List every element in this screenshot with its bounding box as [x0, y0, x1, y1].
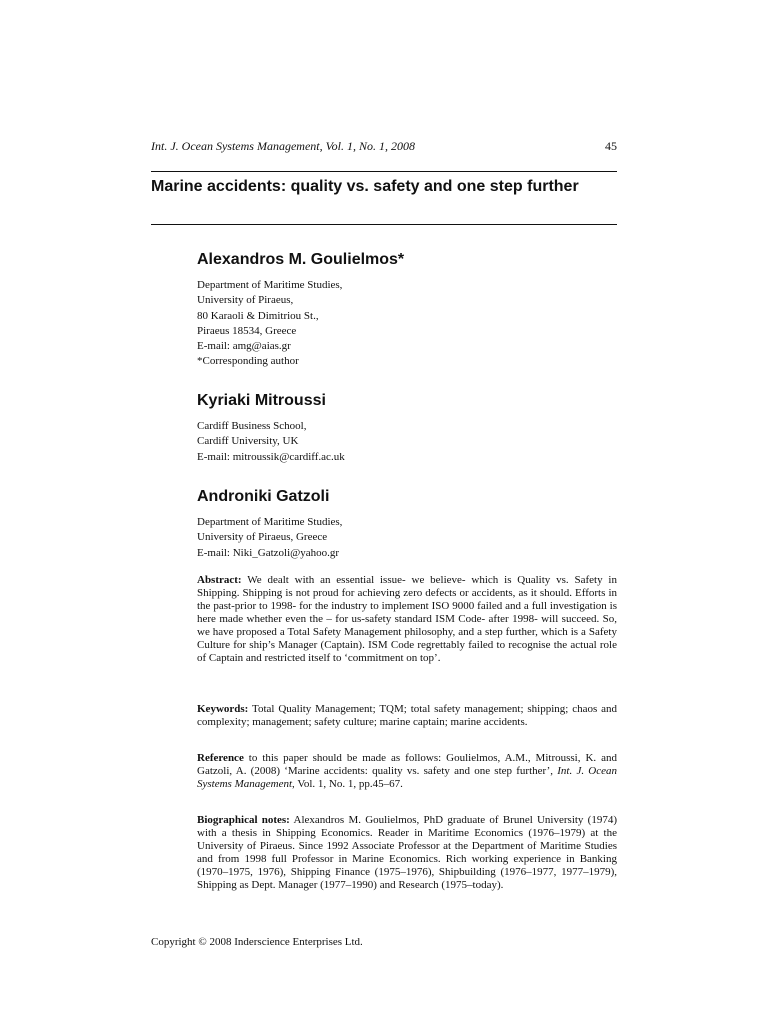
- affiliation-line: University of Piraeus,: [197, 294, 294, 307]
- reference-details: , Vol. 1, No. 1, pp.45–67.: [292, 778, 403, 790]
- affiliation-line: Cardiff Business School,: [197, 420, 307, 432]
- affiliation-line: Department of Maritime Studies,: [197, 516, 343, 528]
- author-name-1: Alexandros M. Goulielmos*: [197, 251, 405, 268]
- keywords-text: Total Quality Management; TQM; total safety management; shipping; chaos and complexity; management; safety culture; marine captain; marine accidents.: [197, 703, 617, 728]
- title-rule-bottom: [151, 224, 617, 225]
- bio-text: Alexandros M. Goulielmos, PhD graduate of Brunel University (1974) with a thesis in Shipping Economics. Reader in Maritime Economics (1976–1979) at the University of Piraeus. Since 1992 Associate Professor at the Department of Maritime Studies and from 1998 full Professor in Marine Economics. Rich working experience in Banking (1970–1975, 1976), Shipping Finance (1975–1976), Shipbuilding (1976–1977, 1977–1979), Shipping as Dept. Manager (1977–1990) and Research (1975–today).: [197, 814, 617, 891]
- author-affiliation-2: [197, 419, 617, 465]
- corresponding-author-note: *Corresponding author: [197, 355, 299, 368]
- author-email: E-mail: amg@aias.gr: [197, 340, 291, 353]
- author-affiliation-3: [197, 515, 617, 561]
- paper-title: Marine accidents: quality vs. safety and one step further: [151, 178, 579, 195]
- running-header: [151, 138, 617, 154]
- author-email: E-mail: Niki_Gatzoli@yahoo.gr: [197, 546, 340, 559]
- reference-text: to this paper should be made as follows: Goulielmos, A.M., Mitroussi, K. and Gatzoli, A. (2008) ‘Marine accidents: quality vs. safety and one step further’,: [197, 752, 617, 777]
- reference-label: Reference: [197, 752, 244, 764]
- page-number: 45: [605, 139, 617, 153]
- affiliation-line: 80 Karaoli & Dimitriou St.,: [197, 309, 319, 322]
- abstract-label: Abstract:: [197, 574, 242, 586]
- affiliation-line: University of Piraeus, Greece: [197, 531, 328, 544]
- bio-label: Biographical notes:: [197, 814, 290, 826]
- keywords-label: Keywords:: [197, 703, 249, 715]
- author-name-3: Androniki Gatzoli: [197, 488, 330, 505]
- copyright-notice: Copyright © 2008 Inderscience Enterprises Ltd.: [151, 936, 363, 948]
- journal-citation: Int. J. Ocean Systems Management, Vol. 1, No. 1, 2008: [151, 139, 415, 153]
- author-affiliation-1: [197, 278, 617, 370]
- author-email: E-mail: mitroussik@cardiff.ac.uk: [197, 450, 345, 463]
- keywords: [197, 703, 617, 729]
- reference-journal: Int. J. Ocean Systems Management: [197, 765, 618, 790]
- biographical-notes: [197, 814, 617, 892]
- affiliation-line: Cardiff University, UK: [197, 435, 299, 448]
- title-rule-top: [151, 171, 617, 172]
- author-name-2: Kyriaki Mitroussi: [197, 392, 326, 409]
- affiliation-line: Department of Maritime Studies,: [197, 279, 343, 291]
- abstract: [197, 574, 617, 665]
- reference: [197, 752, 617, 791]
- affiliation-line: Piraeus 18534, Greece: [197, 324, 297, 337]
- abstract-text: We dealt with an essential issue- we believe- which is Quality vs. Safety in Shipping. Shipping is not proud for achieving zero defects or accidents, as it should. Efforts in the past-prior to 1998- for the industry to implement ISO 9000 failed and a full investigation is here made whether even the – for us-safety standard ISM Code- after 1998- will succeed. So, we have proposed a Total Safety Management philosophy, and a step further, which is a Safety Culture for ship’s Manager (Captain). ISM Code regrettably failed to recognise the actual role of Captain and restricted itself to ‘commitment on top’.: [197, 574, 617, 664]
